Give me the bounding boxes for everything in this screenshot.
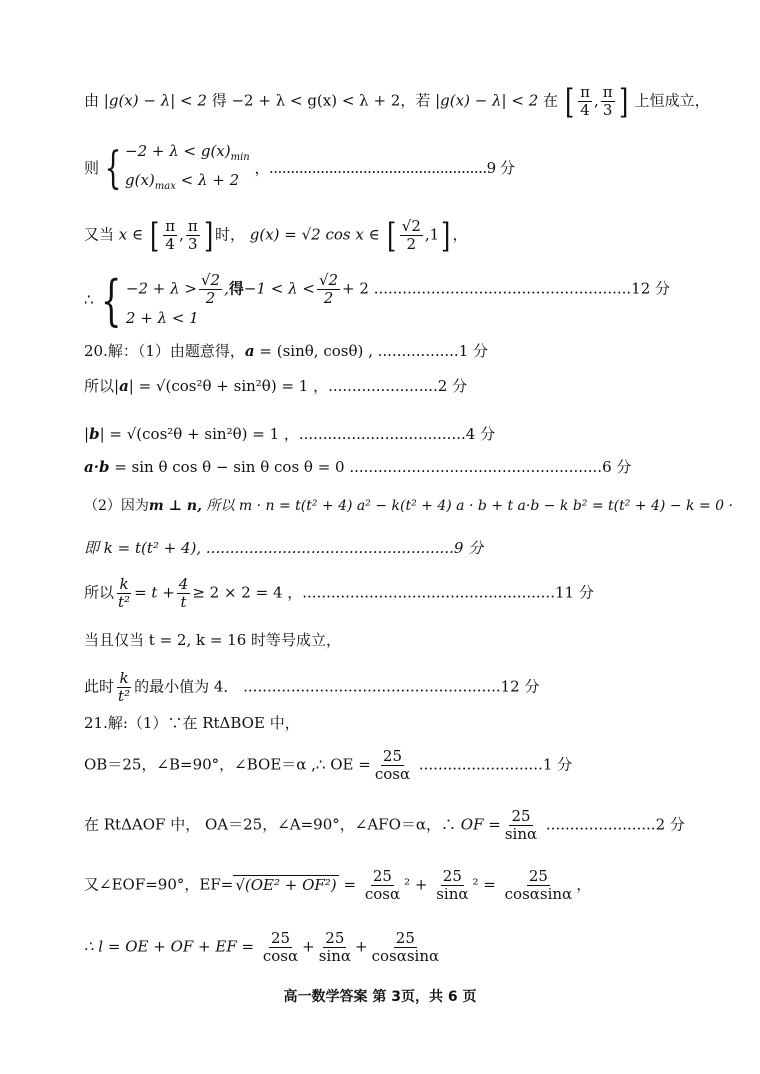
line-6: 所以|a| = √(cos²θ + sin²θ) = 1 ，.......................2 分 — [84, 377, 468, 395]
fraction: $\frac{25}{\cos\alpha\sin\alpha}$ — [371, 929, 440, 965]
fraction: $\frac{√2}{2}$ — [401, 217, 421, 253]
fraction: $\frac{k}{\text{t²}}$ — [118, 669, 131, 705]
line-10: 即 k = t(t² + 4), ....................................................9 分 — [84, 539, 484, 557]
line-15: OB＝25，∠B=90°，∠BOE＝α ,∴ OE = $\frac{25}{\cos\alpha}$ ..........................1 分 — [84, 747, 573, 783]
fraction: $\frac{25}{\cos\alpha}$ — [374, 747, 411, 783]
line-16: 在 RtΔAOF 中， OA＝25，∠A=90°，∠AFO＝α，∴ OF = $\frac{25}{\sin\alpha}$ .......................2 分 — [84, 807, 685, 843]
left-brace: { — [104, 143, 122, 194]
line-11: 所以 $\frac{k}{\text{t²}}$ = t + $\frac{4}{t}$ ≥ 2 × 2 = 4 ，.....................................................11 分 — [84, 575, 594, 611]
line-18: ∴ l = OE + OF + EF = $\frac{25}{\cos\alpha}$ + $\frac{25}{\sin\alpha}$ + $\frac{25}{\cos\alpha\sin\alpha}$ — [84, 929, 440, 965]
line-17: 又∠EOF=90°，EF= √(OE² + OF²) = $\frac{25}{\cos\alpha}$ ² + $\frac{25}{\sin\alpha}$ ² = $\frac{25}{\cos\alpha\sin\alpha}$ ， — [84, 867, 592, 903]
line-1: 由 |g(x) − λ| < 2 得 −2 + λ < g(x) < λ + 2，若 |g(x) − λ| < 2 在 [ $\frac{\pi}{4}$ , $\frac{\pi}{3}$ ] 上恒成立， — [84, 81, 710, 122]
line-3: 又当 x ∈ [ $\frac{\pi}{4}$ , $\frac{\pi}{3}$ ] 时， g(x) = √2 cos x ∈ [ $\frac{√2}{2}$ ,1] ， — [84, 215, 468, 256]
fraction: $\frac{25}{\sin\alpha}$ — [504, 807, 538, 843]
page-footer: 高一数学答案 第 3页，共 6 页 — [283, 989, 477, 1005]
line-13: 此时 $\frac{k}{\text{t²}}$ 的最小值为 4． ......................................................12 分 — [84, 669, 540, 705]
fraction: $\frac{\pi}{3}$ — [602, 83, 613, 119]
inequality-system: −2 + λ > $\frac{√2}{2}$ ,得−1 < λ < $\frac{√2}{2}$ + 2 ......................................................12 分 2 + λ < 1 — [125, 271, 671, 327]
line-5: 20.解：（1）由题意得，a = (sinθ, cosθ) , .................1 分 — [84, 342, 489, 360]
fraction: $\frac{k}{\text{t²}}$ — [118, 575, 131, 611]
line-9: （2）因为m ⊥ n, 所以 m · n = t(t² + 4) a² − k(t² + 4) a · b + t a·b − k b² = t(t² + 4) − k = 0 · — [84, 498, 733, 514]
line-14: 21.解:（1）∵在 RtΔBOE 中， — [84, 714, 300, 732]
fraction: $\frac{25}{\cos\alpha}$ — [364, 867, 401, 903]
left-bracket: [ — [564, 81, 575, 122]
fraction: $\frac{4}{t}$ — [178, 575, 189, 611]
fraction: $\frac{\pi}{4}$ — [165, 217, 176, 253]
fraction: $\frac{√2}{2}$ — [318, 271, 339, 307]
fraction: $\frac{√2}{2}$ — [200, 271, 221, 307]
line-7: |b| = √(cos²θ + sin²θ) = 1 ，...................................4 分 — [84, 425, 496, 443]
fraction: $\frac{25}{\sin\alpha}$ — [436, 867, 469, 903]
line-8: a·b = sin θ cos θ − sin θ cos θ = 0 .....................................................6 分 — [84, 458, 632, 476]
fraction: $\frac{25}{\cos\alpha}$ — [262, 929, 299, 965]
fraction: $\frac{25}{\cos\alpha\sin\alpha}$ — [504, 867, 573, 903]
fraction: $\frac{\pi}{3}$ — [187, 217, 198, 253]
line-12: 当且仅当 t = 2, k = 16 时等号成立， — [84, 631, 342, 649]
line-2: 则 { $-2 + \lambda < g(x)_{min}$ $g(x)_{max} < \lambda + 2$ ，...................................................9 分 — [84, 140, 515, 198]
inequality-system: $-2 + \lambda < g(x)_{min}$ $g(x)_{max} < \lambda + 2$ — [125, 142, 250, 192]
right-bracket: ] — [618, 81, 628, 122]
line-4: ∴ { −2 + λ > $\frac{√2}{2}$ ,得−1 < λ < $\frac{√2}{2}$ + 2 ......................................................12 分 2 + λ < 1 — [84, 268, 671, 332]
fraction: $\frac{25}{\sin\alpha}$ — [318, 929, 351, 965]
fraction: $\frac{\pi}{4}$ — [580, 83, 590, 119]
